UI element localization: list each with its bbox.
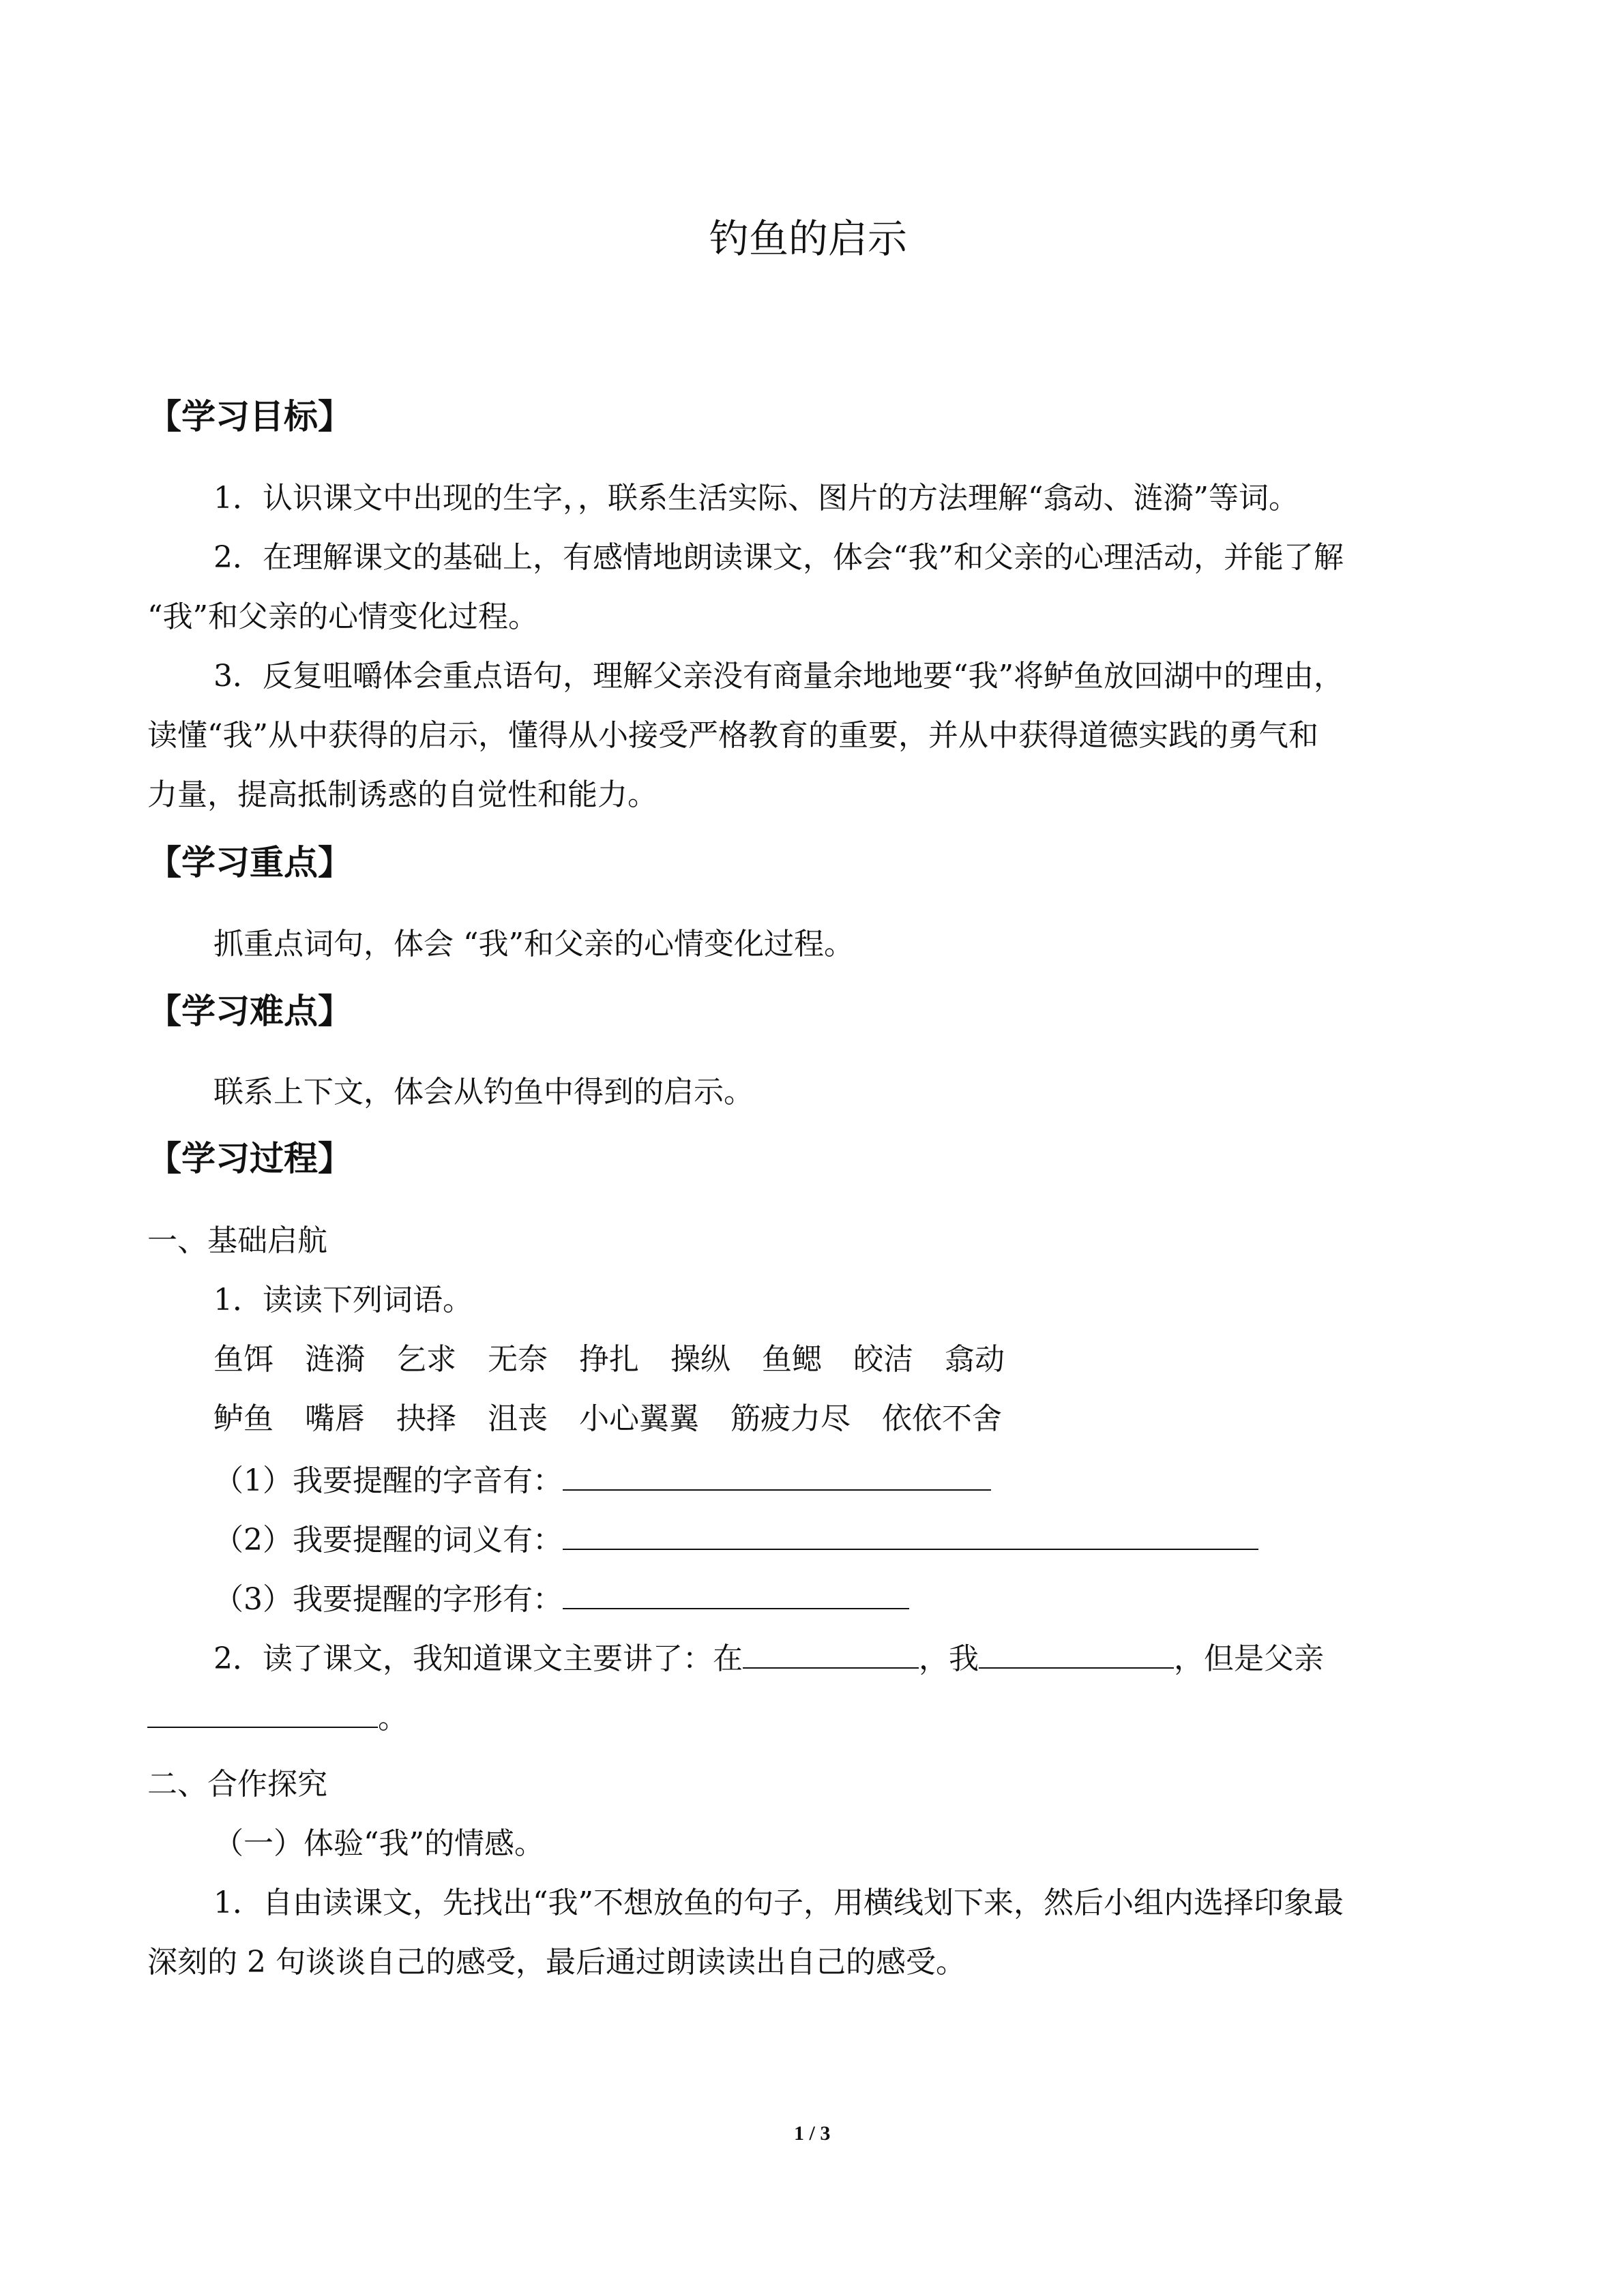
goal-2-line-2: “我”和父亲的心情变化过程。 xyxy=(147,599,538,634)
summary-blank-father[interactable] xyxy=(147,1697,378,1728)
word-item: 涟漪 xyxy=(305,1342,365,1377)
part2-heading: 二、合作探究 xyxy=(147,1767,327,1802)
goal-3-line-3: 力量，提高抵制诱惑的自觉性和能力。 xyxy=(147,777,658,812)
summary-suffix: ，但是父亲 xyxy=(1174,1641,1324,1676)
page-number: 1 / 3 xyxy=(794,2122,831,2145)
part1-question-1: 1．读读下列词语。 xyxy=(213,1283,473,1317)
word-item: 翕动 xyxy=(945,1342,1005,1377)
word-item: 挣扎 xyxy=(579,1342,639,1377)
goal-1: 1．认识课文中出现的生字，，联系生活实际、图片的方法理解“翕动、涟漪”等词。 xyxy=(213,481,1299,516)
section-heading-key-points: 【学习重点】 xyxy=(147,843,352,882)
word-list-row-2 xyxy=(213,1400,1002,1438)
summary-blank-me[interactable] xyxy=(979,1637,1174,1669)
summary-blank-where[interactable] xyxy=(743,1637,919,1669)
part1-heading: 一、基础启航 xyxy=(147,1223,327,1258)
section-heading-difficulties: 【学习难点】 xyxy=(147,992,352,1031)
shape-answer-blank[interactable] xyxy=(563,1578,909,1609)
part2-question-1-line-1: 1．自由读课文，先找出“我”不想放鱼的句子，用横线划下来，然后小组内选择印象最 xyxy=(213,1885,1344,1920)
word-item: 操纵 xyxy=(670,1342,730,1377)
pronunciation-answer-blank[interactable] xyxy=(563,1459,991,1491)
reminder-shape xyxy=(213,1578,909,1619)
reminder-pronunciation xyxy=(213,1459,991,1500)
summary-prefix: 2．读了课文，我知道课文主要讲了：在 xyxy=(213,1641,743,1676)
word-item: 鱼饵 xyxy=(213,1342,274,1377)
part1-question-2 xyxy=(213,1637,1324,1678)
summary-end: 。 xyxy=(378,1701,408,1735)
goal-2-line-1: 2．在理解课文的基础上，有感情地朗读课文，体会“我”和父亲的心理活动，并能了解 xyxy=(213,540,1344,575)
word-item: 皎洁 xyxy=(853,1342,913,1377)
word-list-row-1 xyxy=(213,1341,1005,1379)
word-item: 依依不舍 xyxy=(882,1401,1002,1436)
reminder-shape-label: （3）我要提醒的字形有： xyxy=(213,1582,563,1617)
word-item: 沮丧 xyxy=(488,1401,548,1436)
reminder-meaning xyxy=(213,1519,1258,1560)
word-item: 抉择 xyxy=(396,1401,456,1436)
difficulties-text: 联系上下文，体会从钓鱼中得到的启示。 xyxy=(213,1075,754,1109)
goal-3-line-2: 读懂“我”从中获得的启示，懂得从小接受严格教育的重要，并从中获得道德实践的勇气和 xyxy=(147,718,1318,753)
word-item: 乞求 xyxy=(396,1342,456,1377)
part1-question-2-continued xyxy=(147,1697,408,1738)
section-heading-process: 【学习过程】 xyxy=(147,1139,352,1178)
word-item: 鲈鱼 xyxy=(213,1401,274,1436)
reminder-pronunciation-label: （1）我要提醒的字音有： xyxy=(213,1463,563,1498)
reminder-meaning-label: （2）我要提醒的词义有： xyxy=(213,1523,563,1557)
word-item: 鱼鳃 xyxy=(762,1342,822,1377)
goal-3-line-1: 3．反复咀嚼体会重点语句，理解父亲没有商量余地地要“我”将鲈鱼放回湖中的理由， xyxy=(213,659,1344,694)
part2-subheading-1: （一）体验“我”的情感。 xyxy=(213,1826,544,1861)
word-item: 嘴唇 xyxy=(305,1401,365,1436)
word-item: 无奈 xyxy=(488,1342,548,1377)
word-item: 小心翼翼 xyxy=(579,1401,699,1436)
page-title: 钓鱼的启示 xyxy=(709,215,908,262)
part2-question-1-line-2: 深刻的 2 句谈谈自己的感受，最后通过朗读读出自己的感受。 xyxy=(147,1945,966,1980)
meaning-answer-blank[interactable] xyxy=(563,1519,1258,1550)
word-item: 筋疲力尽 xyxy=(730,1401,851,1436)
section-heading-goals: 【学习目标】 xyxy=(147,397,352,436)
key-points-text: 抓重点词句，体会 “我”和父亲的心情变化过程。 xyxy=(213,927,854,961)
summary-mid: ，我 xyxy=(919,1641,979,1676)
